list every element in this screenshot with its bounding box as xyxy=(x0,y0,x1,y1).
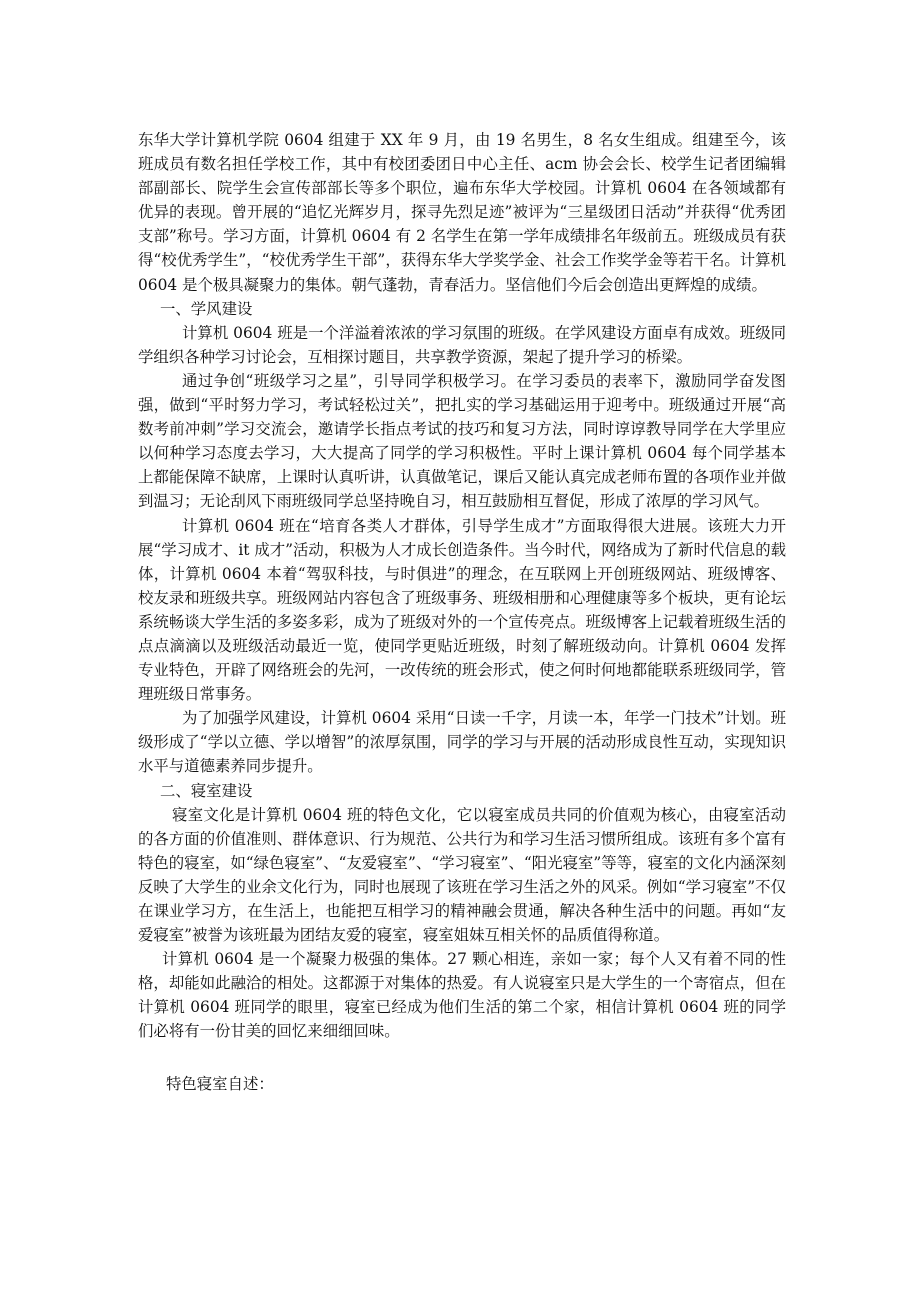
section-heading-study-style: 一、学风建设 xyxy=(160,299,253,318)
intro-paragraph: 东华大学计算机学院 0604 组建于 XX 年 9 月，由 19 名男生，8 名女生组成。组建至今，该班成员有数名担任学校工作，其中有校团委团日中心主任、acm 协会会长、校学生记者团编辑部副部长、院学生会宣传部部长等多个职位，遍布东华大学校园。计算机 0604 在各领域都有优异的表现。曾开展的“追忆光辉岁月，探寻先烈足迹”被评为“三星级团日活动”并获得“优秀团支部”称号。学习方面，计算机 0604 有 2 名学生在第一学年成绩排名年级前五。班级成员有获得“校优秀学生”，“校优秀学生干部”，获得东华大学奖学金、社会工作奖学金等若干名。计算机 0604 是个极具凝聚力的集体。朝气蓬勃，青春活力。坚信他们今后会创造出更辉煌的成绩。 xyxy=(138,131,786,294)
section-heading-dormitory: 二、寝室建设 xyxy=(160,781,253,800)
study-paragraph-4: 为了加强学风建设，计算机 0604 采用“日读一千字，月读一本，年学一门技术”计划。班级形成了“学以立德、学以增智”的浓厚氛围，同学的学习与开展的活动形成良性互动，实现知识水平与道德素养同步提升。 xyxy=(138,709,786,776)
study-paragraph-1: 计算机 0604 班是一个洋溢着浓浓的学习氛围的班级。在学风建设方面卓有成效。班级同学组织各种学习讨论会，互相探讨题目，共享教学资源，架起了提升学习的桥梁。 xyxy=(138,323,786,366)
dorm-paragraph-2: 计算机 0604 是一个凝聚力极强的集体。27 颗心相连，亲如一家；每个人又有着不同的性格，却能如此融洽的相处。这都源于对集体的热爱。有人说寝室只是大学生的一个寄宿点，但在计算机 0604 班同学的眼里，寝室已经成为他们生活的第二个家，相信计算机 0604 班的同学们必将有一份甘美的回忆来细细回味。 xyxy=(138,950,786,1041)
dorm-self-description-label: 特色寝室自述： xyxy=(166,1074,274,1093)
dorm-paragraph-1: 寝室文化是计算机 0604 班的特色文化，它以寝室成员共同的价值观为核心，由寝室活动的各方面的价值准则、群体意识、行为规范、公共行为和学习生活习惯所组成。该班有多个富有特色的寝室，如“绿色寝室”、“友爱寝室”、“学习寝室”、“阳光寝室”等等，寝室的文化内涵深刻反映了大学生的业余文化行为，同时也展现了该班在学习生活之外的风采。例如“学习寝室”不仅在课业学习方，在生活上，也能把互相学习的精神融会贯通，解决各种生活中的问题。再如“友爱寝室”被誉为该班最为团结友爱的寝室，寝室姐妹互相关怀的品质值得称道。 xyxy=(138,805,786,945)
study-paragraph-2: 通过争创“班级学习之星”，引导同学积极学习。在学习委员的表率下，激励同学奋发图强，做到“平时努力学习，考试轻松过关”，把扎实的学习基础运用于迎考中。班级通过开展“高数考前冲刺”学习交流会，邀请学长指点考试的技巧和复习方法，同时谆谆教导同学在大学里应以何种学习态度去学习，大大提高了同学的学习积极性。平时上课计算机 0604 每个同学基本上都能保障不缺席，上课时认真听讲，认真做笔记，课后又能认真完成老师布置的各项作业并做到温习；无论刮风下雨班级同学总坚持晚自习，相互鼓励相互督促，形成了浓厚的学习风气。 xyxy=(138,371,786,511)
document-body xyxy=(138,128,786,1096)
study-paragraph-3: 计算机 0604 班在“培育各类人才群体，引导学生成才”方面取得很大进展。该班大力开展“学习成才、it 成才”活动，积极为人才成长创造条件。当今时代，网络成为了新时代信息的载体，计算机 0604 本着“驾驭科技，与时俱进”的理念，在互联网上开创班级网站、班级博客、校友录和班级共享。班级网站内容包含了班级事务、班级相册和心理健康等多个板块，更有论坛系统畅谈大学生活的多姿多彩，成为了班级对外的一个宣传亮点。班级博客上记载着班级生活的点点滴滴以及班级活动最近一览，使同学更贴近班级，时刻了解班级动向。计算机 0604 发挥专业特色，开辟了网络班会的先河，一改传统的班会形式，使之何时何地都能联系班级同学，管理班级日常事务。 xyxy=(138,516,786,704)
